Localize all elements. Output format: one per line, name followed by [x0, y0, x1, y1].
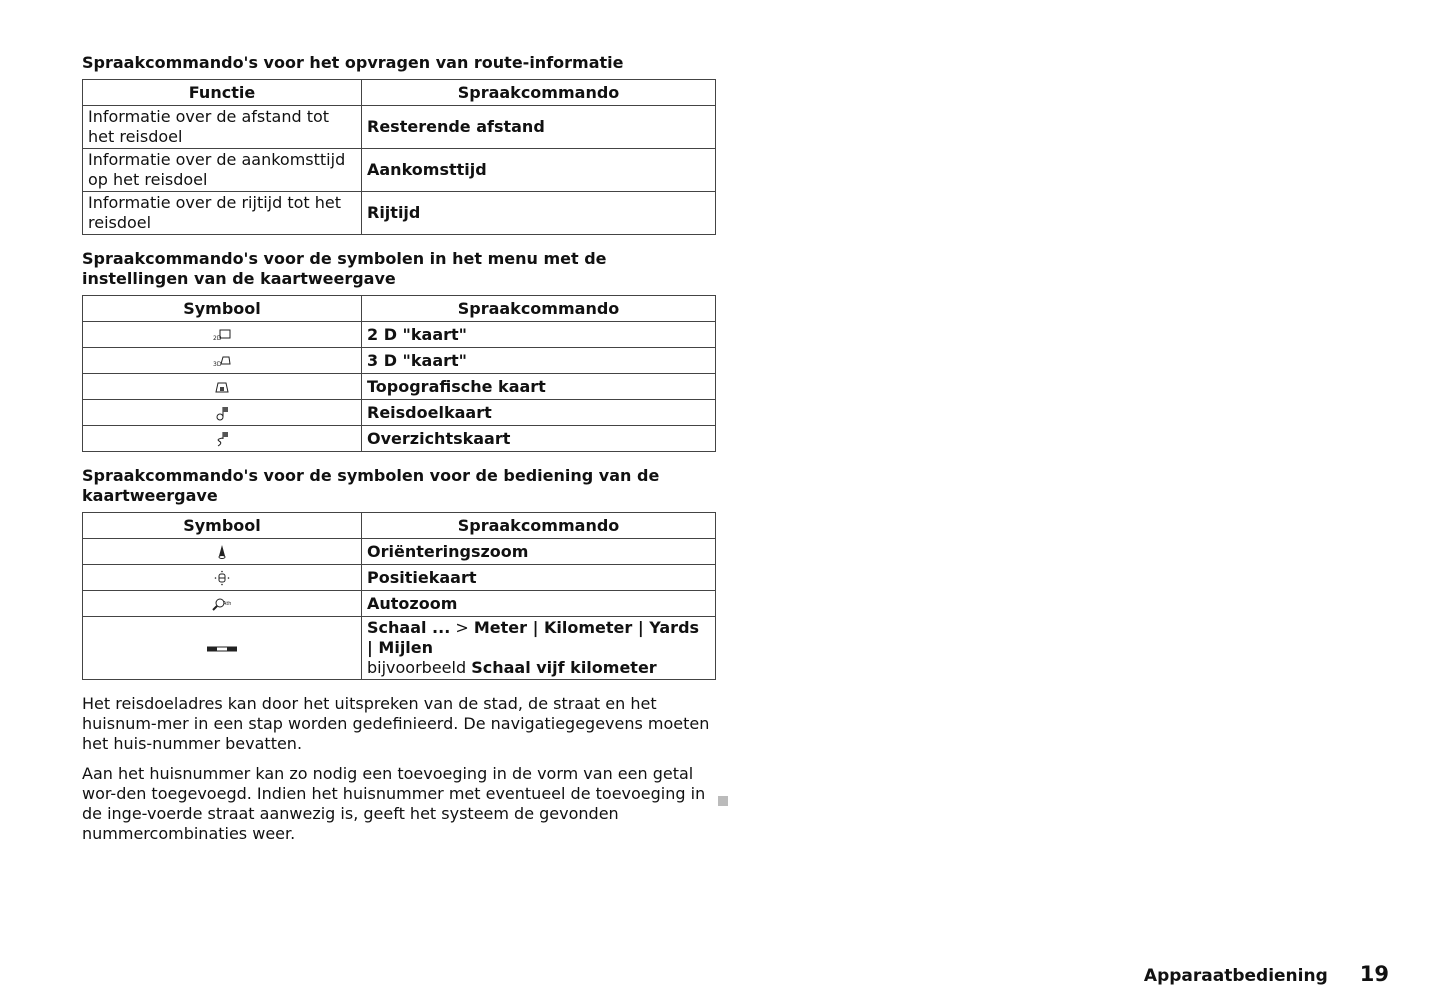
- orientation-icon: [217, 544, 227, 560]
- header-command: Spraakcommando: [362, 513, 716, 539]
- command-cell: Topografische kaart: [362, 374, 716, 400]
- table-row: [83, 426, 716, 452]
- header-function: Functie: [83, 80, 362, 106]
- svg-text:2D: 2D: [213, 335, 222, 341]
- table-row: [83, 565, 716, 591]
- table-row: [83, 374, 716, 400]
- command-cell: Resterende afstand: [362, 106, 716, 149]
- paragraph: Het reisdoeladres kan door het uitspreken van de stad, de straat en het huisnum-mer in een stap worden gedefinieerd. De navigatiegegevens moeten het huis-nummer bevatten.: [82, 694, 710, 753]
- separator: >: [450, 618, 474, 637]
- command-cell: Aankomsttijd: [362, 149, 716, 192]
- map-2d-icon: [213, 329, 231, 341]
- table-row: [83, 322, 716, 348]
- table-row: [83, 192, 716, 235]
- scale-bar-icon: [207, 646, 237, 652]
- table-row: [83, 348, 716, 374]
- function-cell: Informatie over de afstand tot het reisdoel: [83, 106, 362, 149]
- paragraph: Aan het huisnummer kan zo nodig een toevoeging in de vorm van een getal wor-den toegevoegd. Indien het huisnummer met eventueel de toevoeging in de inge-voerde straat aanwezig is, geeft het systeem de gevonden nummercombinaties weer.: [82, 764, 706, 843]
- command-cell: Autozoom: [362, 591, 716, 617]
- command-cell: 2 D "kaart": [362, 322, 716, 348]
- command-cell: Oriënteringszoom: [362, 539, 716, 565]
- command-cell: [362, 617, 716, 680]
- page-number: 19: [1359, 962, 1389, 986]
- map-controls-table: [82, 512, 716, 680]
- function-cell: Informatie over de aankomsttijd op het reisdoel: [83, 149, 362, 192]
- function-cell: Informatie over de rijtijd tot het reisdoel: [83, 192, 362, 235]
- table-row: [83, 591, 716, 617]
- page-footer: [1144, 962, 1389, 986]
- table-row: [83, 106, 716, 149]
- destination-map-icon: [215, 405, 229, 421]
- header-symbol: Symbool: [83, 296, 362, 322]
- content-column: [82, 53, 716, 854]
- table-row: [83, 400, 716, 426]
- map-settings-table: [82, 295, 716, 452]
- route-info-table: [82, 79, 716, 235]
- table-row: [83, 149, 716, 192]
- command-cell: Overzichtskaart: [362, 426, 716, 452]
- scale-command: Schaal ...: [367, 618, 451, 637]
- header-command: Spraakcommando: [362, 80, 716, 106]
- map-3d-icon: [213, 355, 231, 367]
- example-prefix: bijvoorbeeld: [367, 658, 472, 677]
- overview-map-icon: [215, 431, 229, 447]
- command-cell: Reisdoelkaart: [362, 400, 716, 426]
- command-cell: 3 D "kaart": [362, 348, 716, 374]
- position-icon: [214, 570, 230, 586]
- end-of-section-marker: [718, 796, 728, 806]
- topographic-map-icon: [214, 381, 230, 393]
- unit-options: Meter | Kilometer | Yards | Mijlen: [367, 618, 700, 657]
- footer-section: Apparaatbediening: [1143, 966, 1328, 986]
- section-title-route-info: Spraakcommando's voor het opvragen van route-informatie: [82, 53, 624, 72]
- command-cell: Rijtijd: [362, 192, 716, 235]
- example-command: Schaal vijf kilometer: [471, 658, 657, 677]
- table-row: [83, 539, 716, 565]
- autozoom-icon: [212, 597, 232, 611]
- header-command: Spraakcommando: [362, 296, 716, 322]
- section-title-map-settings: Spraakcommando's voor de symbolen in het menu met de instellingen van de kaartweergave: [82, 249, 607, 288]
- svg-text:Ath: Ath: [223, 601, 232, 607]
- command-cell: Positiekaart: [362, 565, 716, 591]
- table-row: [83, 617, 716, 680]
- header-symbol: Symbool: [83, 513, 362, 539]
- svg-text:3D: 3D: [213, 361, 222, 367]
- section-title-map-controls: Spraakcommando's voor de symbolen voor de bediening van de kaartweergave: [82, 466, 660, 505]
